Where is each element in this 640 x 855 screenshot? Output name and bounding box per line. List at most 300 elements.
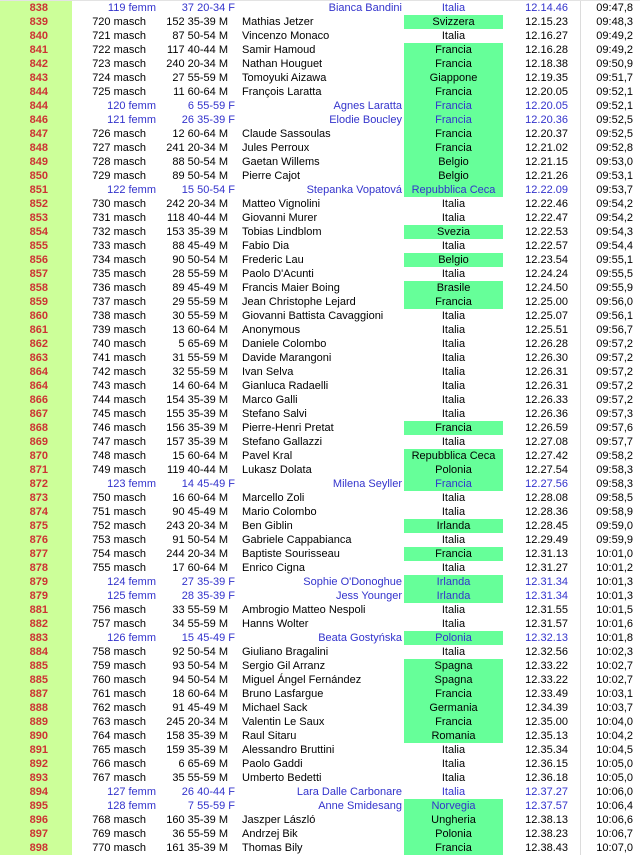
name-cell: Anne Smidesang bbox=[318, 800, 402, 812]
country-cell: Romania bbox=[404, 729, 503, 743]
category-position-cell: 722 masch bbox=[92, 44, 146, 56]
time-cell: 12.35.34 bbox=[525, 744, 568, 756]
name-cell: Samir Hamoud bbox=[242, 44, 316, 56]
category-cell: 12 60-64 M bbox=[172, 128, 228, 140]
category-position-cell: 727 masch bbox=[92, 142, 146, 154]
rank-cell: 864 bbox=[0, 365, 72, 379]
table-row bbox=[0, 575, 640, 589]
category-position-cell: 741 masch bbox=[92, 352, 146, 364]
pace-cell: 10:04,0 bbox=[580, 715, 640, 729]
name-cell: Pierre Cajot bbox=[242, 170, 301, 182]
rank-cell: 859 bbox=[0, 295, 72, 309]
category-position-cell: 761 masch bbox=[92, 688, 146, 700]
category-cell: 159 35-39 M bbox=[166, 744, 228, 756]
name-cell: Beata Gostyńska bbox=[318, 632, 402, 644]
time-cell: 12.27.08 bbox=[525, 436, 568, 448]
country-cell: Francia bbox=[404, 141, 503, 155]
time-cell: 12.36.18 bbox=[525, 772, 568, 784]
category-cell: 31 55-59 M bbox=[172, 352, 228, 364]
name-cell: Lukasz Dolata bbox=[242, 464, 312, 476]
rank-cell: 888 bbox=[0, 701, 72, 715]
category-cell: 243 20-34 M bbox=[166, 520, 228, 532]
table-row bbox=[0, 57, 640, 71]
time-cell: 12.21.26 bbox=[525, 170, 568, 182]
time-cell: 12.23.54 bbox=[525, 254, 568, 266]
time-cell: 12.26.31 bbox=[525, 366, 568, 378]
category-cell: 5 65-69 M bbox=[178, 338, 228, 350]
pace-cell: 09:54,3 bbox=[580, 225, 640, 239]
rank-cell: 852 bbox=[0, 197, 72, 211]
table-row bbox=[0, 421, 640, 435]
country-cell: Spagna bbox=[404, 673, 503, 687]
country-cell: Italia bbox=[441, 604, 466, 616]
time-cell: 12.31.27 bbox=[525, 562, 568, 574]
rank-cell: 881 bbox=[0, 603, 72, 617]
name-cell: Jean Christophe Lejard bbox=[242, 296, 356, 308]
table-row bbox=[0, 323, 640, 337]
name-cell: Gabriele Cappabianca bbox=[242, 534, 352, 546]
rank-cell: 895 bbox=[0, 799, 72, 813]
rank-cell: 876 bbox=[0, 533, 72, 547]
name-cell: Thomas Bily bbox=[242, 842, 303, 854]
country-cell: Irlanda bbox=[404, 589, 503, 603]
pace-cell: 09:58,5 bbox=[580, 491, 640, 505]
name-cell: Gianluca Radaelli bbox=[242, 380, 329, 392]
country-cell: Francia bbox=[404, 477, 503, 491]
country-cell: Svezia bbox=[404, 225, 503, 239]
category-cell: 91 45-49 M bbox=[172, 702, 228, 714]
time-cell: 12.19.35 bbox=[525, 72, 568, 84]
time-cell: 12.20.37 bbox=[525, 128, 568, 140]
country-cell: Belgio bbox=[404, 155, 503, 169]
category-position-cell: 126 femm bbox=[107, 632, 156, 644]
name-cell: Fabio Dia bbox=[242, 240, 290, 252]
rank-cell: 879 bbox=[0, 575, 72, 589]
table-row bbox=[0, 1, 640, 15]
table-row bbox=[0, 785, 640, 799]
country-cell: Italia bbox=[441, 618, 466, 630]
table-row bbox=[0, 715, 640, 729]
pace-cell: 09:52,1 bbox=[580, 99, 640, 113]
pace-cell: 09:58,9 bbox=[580, 505, 640, 519]
pace-cell: 09:52,5 bbox=[580, 113, 640, 127]
name-cell: Jules Perroux bbox=[242, 142, 310, 154]
country-cell: Italia bbox=[441, 646, 466, 658]
rank-cell: 871 bbox=[0, 463, 72, 477]
table-row bbox=[0, 15, 640, 29]
time-cell: 12.31.34 bbox=[525, 576, 568, 588]
category-cell: 245 20-34 M bbox=[166, 716, 228, 728]
table-row bbox=[0, 113, 640, 127]
category-position-cell: 730 masch bbox=[92, 198, 146, 210]
name-cell: Michael Sack bbox=[242, 702, 308, 714]
pace-cell: 09:55,9 bbox=[580, 281, 640, 295]
category-position-cell: 735 masch bbox=[92, 268, 146, 280]
category-position-cell: 734 masch bbox=[92, 254, 146, 266]
category-position-cell: 723 masch bbox=[92, 58, 146, 70]
category-cell: 156 35-39 M bbox=[166, 422, 228, 434]
country-cell: Polonia bbox=[404, 463, 503, 477]
country-cell: Repubblica Ceca bbox=[404, 449, 503, 463]
rank-cell: 892 bbox=[0, 757, 72, 771]
table-row bbox=[0, 351, 640, 365]
time-cell: 12.25.07 bbox=[525, 310, 568, 322]
country-cell: Francia bbox=[404, 57, 503, 71]
category-position-cell: 754 masch bbox=[92, 548, 146, 560]
time-cell: 12.25.00 bbox=[525, 296, 568, 308]
category-cell: 154 35-39 M bbox=[166, 394, 228, 406]
country-cell: Francia bbox=[404, 127, 503, 141]
category-position-cell: 724 masch bbox=[92, 72, 146, 84]
rank-cell: 856 bbox=[0, 253, 72, 267]
table-row bbox=[0, 155, 640, 169]
pace-cell: 10:04,5 bbox=[580, 743, 640, 757]
country-cell: Italia bbox=[441, 772, 466, 784]
pace-cell: 09:56,1 bbox=[580, 309, 640, 323]
table-row bbox=[0, 813, 640, 827]
pace-cell: 09:58,3 bbox=[580, 463, 640, 477]
category-cell: 28 55-59 M bbox=[172, 268, 228, 280]
name-cell: Daniele Colombo bbox=[242, 338, 327, 350]
table-row bbox=[0, 519, 640, 533]
country-cell: Repubblica Ceca bbox=[404, 183, 503, 197]
rank-cell: 839 bbox=[0, 15, 72, 29]
rank-cell: 866 bbox=[0, 393, 72, 407]
name-cell: Davide Marangoni bbox=[242, 352, 332, 364]
time-cell: 12.22.47 bbox=[525, 212, 568, 224]
pace-cell: 09:57,2 bbox=[580, 365, 640, 379]
rank-cell: 863 bbox=[0, 351, 72, 365]
name-cell: Stefano Salvi bbox=[242, 408, 307, 420]
time-cell: 12.25.51 bbox=[525, 324, 568, 336]
time-cell: 12.32.56 bbox=[525, 646, 568, 658]
country-cell: Italia bbox=[441, 436, 466, 448]
table-row bbox=[0, 99, 640, 113]
rank-cell: 877 bbox=[0, 547, 72, 561]
table-row bbox=[0, 71, 640, 85]
category-cell: 30 55-59 M bbox=[172, 310, 228, 322]
country-cell: Belgio bbox=[404, 169, 503, 183]
name-cell: Pavel Kral bbox=[242, 450, 293, 462]
category-position-cell: 119 femm bbox=[107, 2, 156, 14]
pace-cell: 10:01,0 bbox=[580, 547, 640, 561]
rank-cell: 875 bbox=[0, 519, 72, 533]
table-row bbox=[0, 841, 640, 855]
country-cell: Francia bbox=[404, 547, 503, 561]
country-cell: Norvegia bbox=[404, 799, 503, 813]
pace-cell: 10:01,2 bbox=[580, 561, 640, 575]
pace-cell: 09:54,4 bbox=[580, 239, 640, 253]
rank-cell: 872 bbox=[0, 477, 72, 491]
rank-cell: 842 bbox=[0, 57, 72, 71]
table-row bbox=[0, 477, 640, 491]
name-cell: Sergio Gil Arranz bbox=[242, 660, 326, 672]
table-row bbox=[0, 547, 640, 561]
rank-cell: 857 bbox=[0, 267, 72, 281]
category-position-cell: 738 masch bbox=[92, 310, 146, 322]
table-row bbox=[0, 435, 640, 449]
country-cell: Francia bbox=[404, 687, 503, 701]
time-cell: 12.27.54 bbox=[525, 464, 568, 476]
pace-cell: 09:56,7 bbox=[580, 323, 640, 337]
rank-cell: 858 bbox=[0, 281, 72, 295]
table-row bbox=[0, 771, 640, 785]
pace-cell: 09:58,2 bbox=[580, 449, 640, 463]
rank-cell: 843 bbox=[0, 71, 72, 85]
category-position-cell: 769 masch bbox=[92, 828, 146, 840]
category-cell: 26 35-39 F bbox=[181, 114, 235, 126]
category-position-cell: 120 femm bbox=[107, 100, 156, 112]
pace-cell: 09:53,1 bbox=[580, 169, 640, 183]
category-position-cell: 739 masch bbox=[92, 324, 146, 336]
pace-cell: 10:01,8 bbox=[580, 631, 640, 645]
table-row bbox=[0, 141, 640, 155]
pace-cell: 09:55,5 bbox=[580, 267, 640, 281]
category-cell: 16 60-64 M bbox=[172, 492, 228, 504]
rank-cell: 844 bbox=[0, 99, 72, 113]
rank-cell: 844 bbox=[0, 85, 72, 99]
category-cell: 27 35-39 F bbox=[181, 576, 235, 588]
category-cell: 94 50-54 M bbox=[172, 674, 228, 686]
table-row bbox=[0, 337, 640, 351]
pace-cell: 09:50,9 bbox=[580, 57, 640, 71]
table-row bbox=[0, 533, 640, 547]
country-cell: Belgio bbox=[404, 253, 503, 267]
table-row bbox=[0, 267, 640, 281]
country-cell: Italia bbox=[441, 30, 466, 42]
name-cell: Milena Seyller bbox=[332, 478, 402, 490]
country-cell: Brasile bbox=[404, 281, 503, 295]
name-cell: Elodie Boucley bbox=[329, 114, 402, 126]
category-position-cell: 760 masch bbox=[92, 674, 146, 686]
category-position-cell: 733 masch bbox=[92, 240, 146, 252]
country-cell: Francia bbox=[404, 421, 503, 435]
table-row bbox=[0, 43, 640, 57]
category-cell: 241 20-34 M bbox=[166, 142, 228, 154]
rank-cell: 896 bbox=[0, 813, 72, 827]
rank-cell: 849 bbox=[0, 155, 72, 169]
category-cell: 242 20-34 M bbox=[166, 198, 228, 210]
table-row bbox=[0, 169, 640, 183]
time-cell: 12.18.38 bbox=[525, 58, 568, 70]
category-position-cell: 753 masch bbox=[92, 534, 146, 546]
category-cell: 152 35-39 M bbox=[166, 16, 228, 28]
pace-cell: 09:55,1 bbox=[580, 253, 640, 267]
category-position-cell: 743 masch bbox=[92, 380, 146, 392]
category-cell: 92 50-54 M bbox=[172, 646, 228, 658]
pace-cell: 09:53,0 bbox=[580, 155, 640, 169]
pace-cell: 09:57,3 bbox=[580, 407, 640, 421]
time-cell: 12.22.57 bbox=[525, 240, 568, 252]
pace-cell: 10:06,4 bbox=[580, 799, 640, 813]
category-position-cell: 122 femm bbox=[107, 184, 156, 196]
category-position-cell: 128 femm bbox=[107, 800, 156, 812]
category-cell: 160 35-39 M bbox=[166, 814, 228, 826]
rank-cell: 885 bbox=[0, 673, 72, 687]
table-row bbox=[0, 253, 640, 267]
pace-cell: 09:48,3 bbox=[580, 15, 640, 29]
country-cell: Polonia bbox=[404, 827, 503, 841]
name-cell: Ben Giblin bbox=[242, 520, 293, 532]
category-cell: 34 55-59 M bbox=[172, 618, 228, 630]
rank-cell: 867 bbox=[0, 407, 72, 421]
time-cell: 12.28.36 bbox=[525, 506, 568, 518]
category-position-cell: 729 masch bbox=[92, 170, 146, 182]
rank-cell: 861 bbox=[0, 323, 72, 337]
category-position-cell: 736 masch bbox=[92, 282, 146, 294]
time-cell: 12.33.22 bbox=[525, 660, 568, 672]
country-cell: Spagna bbox=[404, 659, 503, 673]
category-cell: 155 35-39 M bbox=[166, 408, 228, 420]
name-cell: Giuliano Bragalini bbox=[242, 646, 329, 658]
time-cell: 12.26.31 bbox=[525, 380, 568, 392]
rank-cell: 887 bbox=[0, 687, 72, 701]
time-cell: 12.33.49 bbox=[525, 688, 568, 700]
category-cell: 240 20-34 M bbox=[166, 58, 228, 70]
time-cell: 12.37.27 bbox=[525, 786, 568, 798]
pace-cell: 10:05,0 bbox=[580, 771, 640, 785]
category-cell: 93 50-54 M bbox=[172, 660, 228, 672]
pace-cell: 09:49,2 bbox=[580, 29, 640, 43]
pace-cell: 10:02,3 bbox=[580, 645, 640, 659]
pace-cell: 09:57,2 bbox=[580, 379, 640, 393]
country-cell: Germania bbox=[404, 701, 503, 715]
name-cell: Paolo D'Acunti bbox=[242, 268, 314, 280]
rank-cell: 850 bbox=[0, 169, 72, 183]
category-cell: 7 55-59 F bbox=[187, 800, 235, 812]
country-cell: Svizzera bbox=[404, 15, 503, 29]
rank-cell: 873 bbox=[0, 491, 72, 505]
category-position-cell: 748 masch bbox=[92, 450, 146, 462]
category-cell: 18 60-64 M bbox=[172, 688, 228, 700]
country-cell: Italia bbox=[441, 268, 466, 280]
rank-cell: 840 bbox=[0, 29, 72, 43]
country-cell: Francia bbox=[404, 295, 503, 309]
time-cell: 12.38.23 bbox=[525, 828, 568, 840]
pace-cell: 09:59,9 bbox=[580, 533, 640, 547]
pace-cell: 10:06,7 bbox=[580, 827, 640, 841]
pace-cell: 10:05,0 bbox=[580, 757, 640, 771]
time-cell: 12.35.13 bbox=[525, 730, 568, 742]
time-cell: 12.20.05 bbox=[525, 86, 568, 98]
name-cell: Giovanni Battista Cavaggioni bbox=[242, 310, 384, 322]
category-cell: 17 60-64 M bbox=[172, 562, 228, 574]
rank-cell: 889 bbox=[0, 715, 72, 729]
rank-cell: 855 bbox=[0, 239, 72, 253]
time-cell: 12.27.56 bbox=[525, 478, 568, 490]
category-position-cell: 125 femm bbox=[107, 590, 156, 602]
pace-cell: 10:03,1 bbox=[580, 687, 640, 701]
pace-cell: 10:01,3 bbox=[580, 575, 640, 589]
category-cell: 36 55-59 M bbox=[172, 828, 228, 840]
time-cell: 12.22.53 bbox=[525, 226, 568, 238]
time-cell: 12.14.46 bbox=[525, 2, 568, 14]
category-cell: 90 50-54 M bbox=[172, 254, 228, 266]
name-cell: Stepanka Vopatová bbox=[306, 184, 402, 196]
category-cell: 14 60-64 M bbox=[172, 380, 228, 392]
rank-cell: 882 bbox=[0, 617, 72, 631]
category-cell: 153 35-39 M bbox=[166, 226, 228, 238]
name-cell: Paolo Gaddi bbox=[242, 758, 303, 770]
country-cell: Italia bbox=[441, 366, 466, 378]
time-cell: 12.26.30 bbox=[525, 352, 568, 364]
table-row bbox=[0, 757, 640, 771]
time-cell: 12.24.50 bbox=[525, 282, 568, 294]
pace-cell: 10:04,2 bbox=[580, 729, 640, 743]
time-cell: 12.22.46 bbox=[525, 198, 568, 210]
table-row bbox=[0, 743, 640, 757]
time-cell: 12.20.05 bbox=[525, 100, 568, 112]
rank-cell: 874 bbox=[0, 505, 72, 519]
rank-cell: 891 bbox=[0, 743, 72, 757]
category-position-cell: 725 masch bbox=[92, 86, 146, 98]
table-row bbox=[0, 645, 640, 659]
rank-cell: 860 bbox=[0, 309, 72, 323]
name-cell: Bruno Lasfargue bbox=[242, 688, 324, 700]
rank-cell: 854 bbox=[0, 225, 72, 239]
time-cell: 12.31.34 bbox=[525, 590, 568, 602]
time-cell: 12.31.57 bbox=[525, 618, 568, 630]
category-position-cell: 749 masch bbox=[92, 464, 146, 476]
pace-cell: 09:54,2 bbox=[580, 197, 640, 211]
name-cell: Vincenzo Monaco bbox=[242, 30, 330, 42]
category-position-cell: 740 masch bbox=[92, 338, 146, 350]
name-cell: Alessandro Bruttini bbox=[242, 744, 335, 756]
category-position-cell: 759 masch bbox=[92, 660, 146, 672]
table-row bbox=[0, 239, 640, 253]
category-cell: 161 35-39 M bbox=[166, 842, 228, 854]
country-cell: Italia bbox=[441, 408, 466, 420]
pace-cell: 09:58,3 bbox=[580, 477, 640, 491]
name-cell: Ivan Selva bbox=[242, 366, 294, 378]
country-cell: Francia bbox=[404, 43, 503, 57]
category-cell: 13 60-64 M bbox=[172, 324, 228, 336]
category-position-cell: 746 masch bbox=[92, 422, 146, 434]
name-cell: Miguel Ángel Fernández bbox=[242, 674, 362, 686]
category-position-cell: 763 masch bbox=[92, 716, 146, 728]
time-cell: 12.26.33 bbox=[525, 394, 568, 406]
time-cell: 12.32.13 bbox=[525, 632, 568, 644]
category-position-cell: 123 femm bbox=[107, 478, 156, 490]
table-row bbox=[0, 631, 640, 645]
country-cell: Italia bbox=[441, 534, 466, 546]
country-cell: Italia bbox=[441, 562, 466, 574]
country-cell: Francia bbox=[404, 85, 503, 99]
pace-cell: 09:47,8 bbox=[580, 1, 640, 15]
time-cell: 12.29.49 bbox=[525, 534, 568, 546]
rank-cell: 847 bbox=[0, 127, 72, 141]
name-cell: Anonymous bbox=[242, 324, 301, 336]
country-cell: Italia bbox=[441, 492, 466, 504]
country-cell: Italia bbox=[441, 352, 466, 364]
table-row bbox=[0, 295, 640, 309]
name-cell: Hanns Wolter bbox=[242, 618, 309, 630]
table-row bbox=[0, 225, 640, 239]
category-position-cell: 752 masch bbox=[92, 520, 146, 532]
name-cell: Stefano Gallazzi bbox=[242, 436, 323, 448]
rank-cell: 848 bbox=[0, 141, 72, 155]
category-position-cell: 766 masch bbox=[92, 758, 146, 770]
rank-cell: 897 bbox=[0, 827, 72, 841]
name-cell: Gaetan Willems bbox=[242, 156, 320, 168]
pace-cell: 09:49,2 bbox=[580, 43, 640, 57]
name-cell: Marco Galli bbox=[242, 394, 298, 406]
category-position-cell: 127 femm bbox=[107, 786, 156, 798]
name-cell: Matteo Vignolini bbox=[242, 198, 321, 210]
table-row bbox=[0, 673, 640, 687]
time-cell: 12.38.43 bbox=[525, 842, 568, 854]
category-cell: 29 55-59 M bbox=[172, 296, 228, 308]
